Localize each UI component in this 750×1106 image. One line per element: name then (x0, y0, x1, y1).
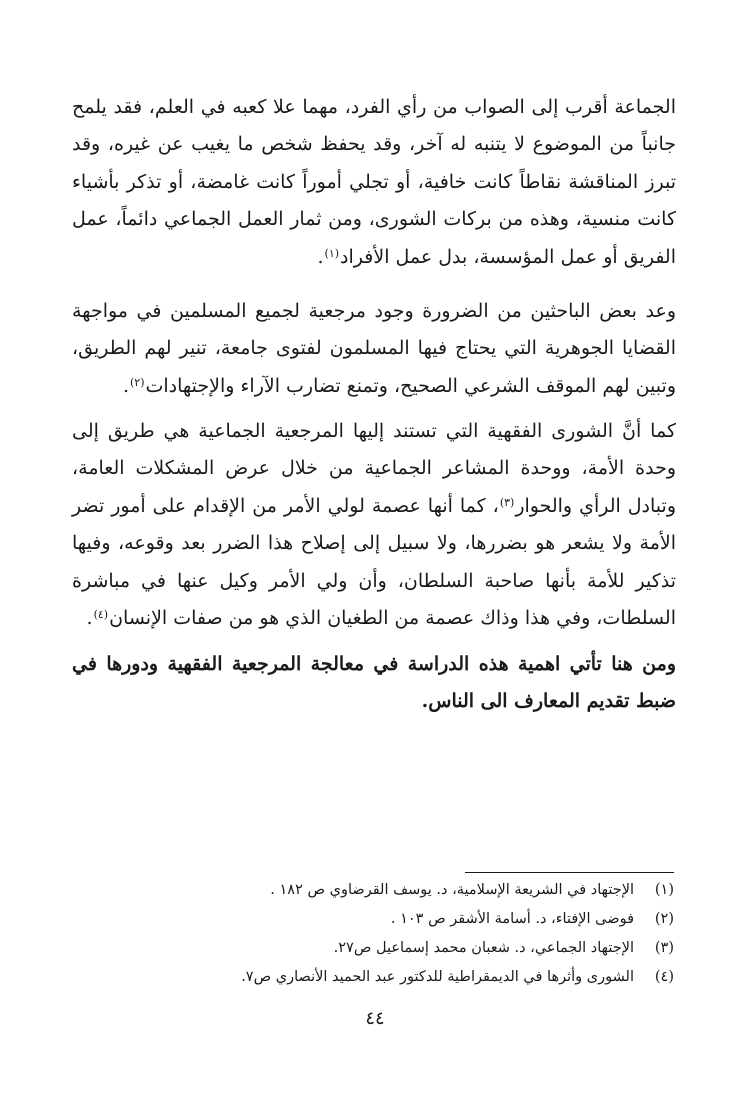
footnote-divider (465, 872, 674, 873)
footnote-item (120, 905, 674, 934)
paragraph-1 (72, 89, 676, 276)
footnote-number: (٣) (654, 940, 674, 956)
paragraph-3-text-a: كما أنَّ الشورى الفقهية التي تستند إليها المرجعية الجماعية هي طريق إلى وحدة الأمة، ووحدة المشاعر الجماعية من خلال عرض المشكلات العامة، وتبادل الرأي والحوار (72, 420, 677, 517)
page-number: ٤٤ (365, 1008, 385, 1029)
footnote-ref-4: (٤) (93, 608, 109, 622)
footnote-item (120, 934, 674, 963)
footnote-number: (٤) (654, 969, 674, 985)
paragraph-3-end: . (86, 607, 93, 630)
footnotes-list (120, 876, 674, 992)
paragraph-4-bold (72, 646, 676, 721)
footnote-text: الشورى وأثرها في الديمقراطية للدكتور عبد الحميد الأنصاري ص٧. (241, 969, 634, 985)
footnote-number: (٢) (654, 911, 674, 927)
paragraph-3-text-b: ، كما أنها عصمة لولي الأمر من الإقدام على أمور تضر الأمة ولا يشعر هو بضررها، ولا سبيل إلى إصلاح هذا الضرر بعد وقوعه، وفيها تذكير للأمة بأنها صاحبة السلطان، وأن ولي الأمر وكيل عنها في مباشرة السلطات، وفي هذا وذاك عصمة من الطغيان الذي هو من صفات الإنسان (72, 494, 676, 630)
paragraph-1-end: . (317, 245, 324, 268)
paragraph-3 (72, 413, 676, 637)
footnote-item (120, 963, 674, 992)
footnote-number: (١) (654, 882, 674, 898)
paragraph-2-end: . (122, 374, 129, 397)
paragraph-2-text: وعد بعض الباحثين من الضرورة وجود مرجعية لجميع المسلمين في مواجهة القضايا الجوهرية التي يحتاج فيها المسلمون لفتوى جامعة، تنير لهم الطريق، وتبين لهم الموقف الشرعي الصحيح، وتمنع تضارب الآراء والإجتهادات (72, 300, 676, 397)
footnote-item (120, 876, 674, 905)
paragraph-2 (72, 293, 676, 405)
footnote-text: الإجتهاد الجماعي، د. شعبان محمد إسماعيل ص٢٧. (333, 940, 634, 956)
paragraph-4-text: ومن هنا تأتي اهمية هذه الدراسة في معالجة المرجعية الفقهية ودورها في ضبط تقديم المعارف الى الناس. (72, 653, 676, 713)
paragraph-1-text: الجماعة أقرب إلى الصواب من رأي الفرد، مهما علا كعبه في العلم، فقد يلمح جانباً من الموضوع لا يتنبه له آخر، وقد يحفظ شخص ما يغيب عن غيره، وقد تبرز المناقشة نقاطاً كانت خافية، أو تجلي أموراً كانت غامضة، أو تذكر بأشياء كانت منسية، وهذه من بركات الشورى، ومن ثمار العمل الجماعي دائماً، عمل الفريق أو عمل المؤسسة، بدل عمل الأفراد (72, 96, 676, 268)
footnote-text: فوضى الإفتاء، د. أسامة الأشقر ص ١٠٣ . (390, 911, 634, 927)
footnote-text: الإجتهاد في الشريعة الإسلامية، د. يوسف القرضاوي ص ١٨٢ . (270, 882, 634, 898)
footnote-ref-3: (٣) (499, 495, 515, 509)
footnote-ref-2: (٢) (129, 375, 145, 389)
footnote-ref-1: (١) (324, 246, 340, 260)
